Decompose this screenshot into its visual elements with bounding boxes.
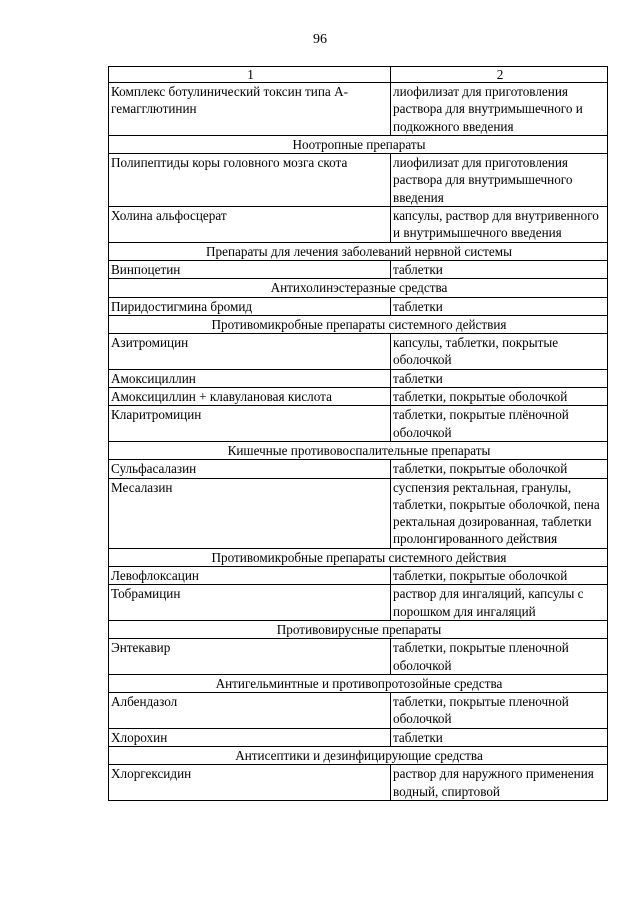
table-row: [109, 388, 608, 406]
table-row: [109, 765, 608, 801]
dosage-form-cell: таблетки, покрытые плёночной оболочкой: [391, 406, 608, 442]
table-row: [109, 460, 608, 478]
drug-name-cell: Пиридостигмина бромид: [109, 297, 391, 315]
dosage-form-cell: таблетки, покрытые пленочной оболочкой: [391, 693, 608, 729]
section-title: Противовирусные препараты: [109, 620, 608, 638]
drug-name-cell: Полипептиды коры головного мозга скота: [109, 154, 391, 207]
section-row: [109, 135, 608, 153]
table-row: [109, 693, 608, 729]
section-title: Противомикробные препараты системного действия: [109, 548, 608, 566]
dosage-form-cell: таблетки, покрытые оболочкой: [391, 388, 608, 406]
drug-name-cell: Амоксициллин: [109, 369, 391, 387]
drug-name-cell: Хлоргексидин: [109, 765, 391, 801]
section-title: Антисептики и дезинфицирующие средства: [109, 746, 608, 764]
section-row: [109, 441, 608, 459]
drug-name-cell: Холина альфосцерат: [109, 207, 391, 243]
section-row: [109, 674, 608, 692]
table-row: [109, 260, 608, 278]
dosage-form-cell: лиофилизат для приготовления раствора для внутримышечного введения: [391, 154, 608, 207]
section-row: [109, 242, 608, 260]
column-header-2: 2: [391, 67, 608, 83]
table-row: [109, 334, 608, 370]
drug-name-cell: Азитромицин: [109, 334, 391, 370]
section-title: Антигельминтные и противопротозойные средства: [109, 674, 608, 692]
page-number: 96: [313, 32, 327, 47]
dosage-form-cell: раствор для ингаляций, капсулы с порошком для ингаляций: [391, 585, 608, 621]
section-title: Противомикробные препараты системного действия: [109, 315, 608, 333]
table-row: [109, 585, 608, 621]
section-title: Антихолинэстеразные средства: [109, 279, 608, 297]
section-title: Ноотропные препараты: [109, 135, 608, 153]
table-row: [109, 639, 608, 675]
table-row: [109, 297, 608, 315]
section-row: [109, 548, 608, 566]
section-row: [109, 746, 608, 764]
section-row: [109, 315, 608, 333]
drug-name-cell: Энтекавир: [109, 639, 391, 675]
dosage-form-cell: таблетки, покрытые оболочкой: [391, 460, 608, 478]
table-row: [109, 567, 608, 585]
drug-name-cell: Амоксициллин + клавулановая кислота: [109, 388, 391, 406]
dosage-form-cell: таблетки: [391, 260, 608, 278]
drug-name-cell: Тобрамицин: [109, 585, 391, 621]
table-row: [109, 478, 608, 548]
dosage-form-cell: таблетки: [391, 728, 608, 746]
drug-name-cell: Хлорохин: [109, 728, 391, 746]
drug-name-cell: Сульфасалазин: [109, 460, 391, 478]
dosage-form-cell: суспензия ректальная, гранулы, таблетки, покрытые оболочкой, пена ректальная дозированная, таблетки пролонгированного действия: [391, 478, 608, 548]
table-row: [109, 406, 608, 442]
dosage-form-cell: таблетки, покрытые оболочкой: [391, 567, 608, 585]
drug-name-cell: Кларитромицин: [109, 406, 391, 442]
dosage-form-cell: таблетки, покрытые пленочной оболочкой: [391, 639, 608, 675]
table-row: [109, 728, 608, 746]
drug-table: [108, 66, 608, 801]
dosage-form-cell: капсулы, раствор для внутривенного и внутримышечного введения: [391, 207, 608, 243]
section-row: [109, 620, 608, 638]
table-row: [109, 207, 608, 243]
section-title: Кишечные противовоспалительные препараты: [109, 441, 608, 459]
dosage-form-cell: таблетки: [391, 297, 608, 315]
drug-name-cell: Албендазол: [109, 693, 391, 729]
dosage-form-cell: капсулы, таблетки, покрытые оболочкой: [391, 334, 608, 370]
drug-name-cell: Винпоцетин: [109, 260, 391, 278]
dosage-form-cell: таблетки: [391, 369, 608, 387]
dosage-form-cell: раствор для наружного применения водный, спиртовой: [391, 765, 608, 801]
drug-name-cell: Левофлоксацин: [109, 567, 391, 585]
drug-name-cell: Месалазин: [109, 478, 391, 548]
column-header-1: 1: [109, 67, 391, 83]
section-title: Препараты для лечения заболеваний нервной системы: [109, 242, 608, 260]
table-row: [109, 154, 608, 207]
table-row: [109, 83, 608, 136]
dosage-form-cell: лиофилизат для приготовления раствора для внутримышечного и подкожного введения: [391, 83, 608, 136]
table-header-row: [109, 67, 608, 83]
table-row: [109, 369, 608, 387]
drug-name-cell: Комплекс ботулинический токсин типа А-гемагглютинин: [109, 83, 391, 136]
section-row: [109, 279, 608, 297]
